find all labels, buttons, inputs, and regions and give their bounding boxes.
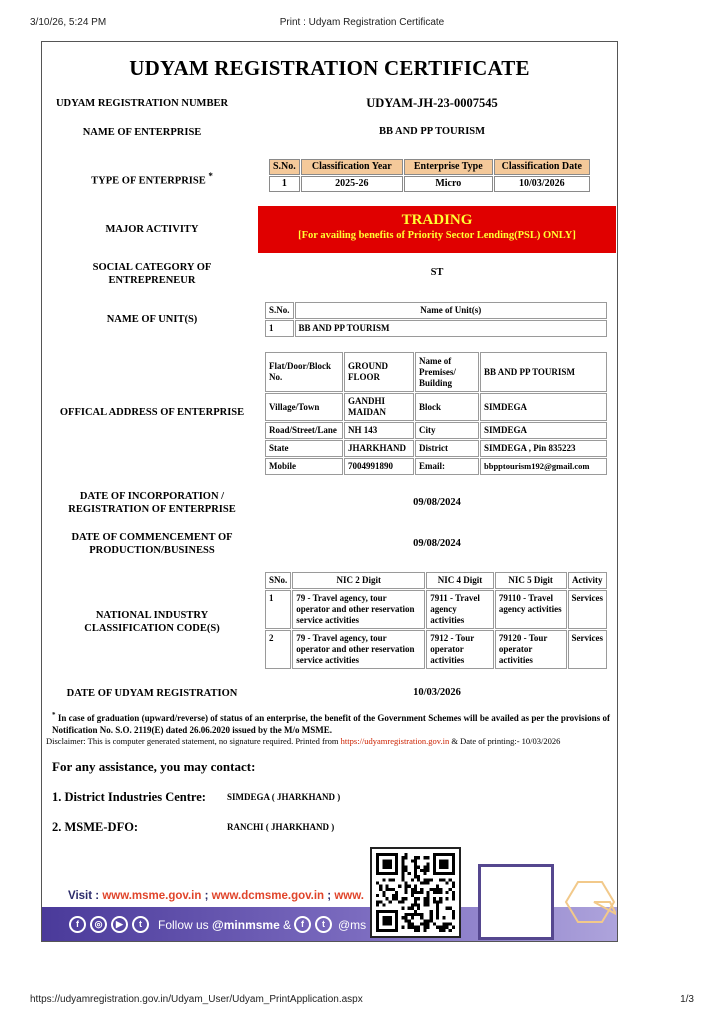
nic-header: SNo. (265, 572, 291, 589)
classification-header: Classification Date (494, 159, 590, 175)
dfo-label: 2. MSME-DFO: (52, 820, 139, 834)
nic-cell: 1 (265, 590, 291, 629)
visit-prefix: Visit : (68, 890, 103, 902)
address-row (265, 440, 607, 457)
follow-amp: & (279, 918, 292, 932)
type-asterisk: * (208, 171, 213, 181)
classification-header: Enterprise Type (404, 159, 493, 175)
print-footer (30, 994, 694, 1008)
third-link[interactable]: www. (334, 890, 364, 902)
facebook-icon[interactable]: f (294, 916, 311, 933)
classification-header: S.No. (269, 159, 300, 175)
nic-header: NIC 4 Digit (426, 572, 494, 589)
units-cell: 1 (265, 320, 294, 337)
nic-cell: Services (568, 630, 608, 669)
nic-header: NIC 5 Digit (495, 572, 567, 589)
type-of-enterprise-label-text: TYPE OF ENTERPRISE (91, 175, 206, 187)
major-activity-value: TRADING (401, 212, 473, 228)
photo-box (478, 864, 554, 940)
dic-label: 1. District Industries Centre: (52, 790, 206, 804)
social-category-label-line1: SOCIAL CATEGORY OF (92, 262, 212, 273)
handle2: @ms (338, 918, 367, 932)
classification-header-row (269, 159, 590, 175)
address-row (265, 422, 607, 439)
handle: @minmsme (212, 918, 280, 932)
note-asterisk: * (52, 711, 56, 719)
nic-cell: 79 - Travel agency, tour operator and other reservation service activities (292, 630, 425, 669)
units-header: S.No. (265, 302, 294, 319)
nic-header: NIC 2 Digit (292, 572, 425, 589)
nic-header: Activity (568, 572, 608, 589)
graduation-note (52, 709, 610, 736)
classification-table (268, 158, 591, 193)
address-cell-value: SIMDEGA (480, 422, 607, 439)
address-cell-value: NH 143 (344, 422, 414, 439)
dcmsme-link[interactable]: www.dcmsme.gov.in (211, 890, 325, 902)
address-cell-label: City (415, 422, 479, 439)
commencement-value: 09/08/2024 (413, 538, 461, 549)
print-url: https://udyamregistration.gov.in/Udyam_User/Udyam_PrintApplication.aspx (30, 994, 363, 1005)
print-timestamp: 3/10/26, 5:24 PM (30, 17, 107, 28)
nic-label-line1: NATIONAL INDUSTRY (95, 610, 209, 621)
print-header (30, 17, 694, 31)
dic-value: SIMDEGA ( JHARKHAND ) (227, 792, 341, 802)
dfo-value: RANCHI ( JHARKHAND ) (227, 822, 335, 832)
address-table (264, 351, 608, 476)
commencement-label-line2: PRODUCTION/BUSINESS (89, 545, 215, 556)
address-cell-value: GANDHI MAIDAN (344, 393, 414, 421)
address-cell-label: Block (415, 393, 479, 421)
major-activity-note: [For availing benefits of Priority Sector Lending(PSL) ONLY] (298, 230, 576, 241)
address-cell-value: 7004991890 (344, 458, 414, 475)
social-category-label-line2: ENTREPRENEUR (108, 275, 196, 286)
address-cell-value: SIMDEGA , Pin 835223 (480, 440, 607, 457)
instagram-icon[interactable]: ◎ (90, 916, 107, 933)
enterprise-name-value: BB AND PP TOURISM (378, 126, 486, 137)
nic-cell: Services (568, 590, 608, 629)
nic-cell: 7911 - Travel agency activities (426, 590, 494, 629)
classification-cell: Micro (404, 176, 493, 192)
address-label: OFFICAL ADDRESS OF ENTERPRISE (59, 407, 245, 418)
nic-cell: 2 (265, 630, 291, 669)
units-header: Name of Unit(s) (295, 302, 607, 319)
nic-row (265, 630, 607, 669)
address-cell-value: bbpptourism192@gmail.com (480, 458, 607, 475)
address-cell-label: Road/Street/Lane (265, 422, 343, 439)
address-cell-label: Flat/Door/Block No. (265, 352, 343, 392)
nic-header-row (265, 572, 607, 589)
follow-us (158, 918, 291, 932)
nic-cell: 7912 - Tour operator activities (426, 630, 494, 669)
incorporation-label-line1: DATE OF INCORPORATION / (79, 491, 225, 502)
visit-separator: ; (201, 890, 212, 902)
address-row (265, 458, 607, 475)
commencement-label (52, 531, 252, 557)
address-cell-value: BB AND PP TOURISM (480, 352, 607, 392)
incorporation-value: 09/08/2024 (413, 497, 461, 508)
classification-row (269, 176, 590, 192)
classification-cell: 10/03/2026 (494, 176, 590, 192)
reg-number-value: UDYAM-JH-23-0007545 (366, 96, 498, 110)
major-activity-label: MAJOR ACTIVITY (105, 224, 199, 235)
nic-row (265, 590, 607, 629)
type-of-enterprise-label (52, 170, 252, 188)
address-cell-value: SIMDEGA (480, 393, 607, 421)
units-header-row (265, 302, 607, 319)
units-row (265, 320, 607, 337)
units-table (264, 301, 608, 338)
youtube-icon[interactable]: ▶ (111, 916, 128, 933)
incorporation-label-line2: REGISTRATION OF ENTERPRISE (68, 504, 236, 515)
address-cell-label: Village/Town (265, 393, 343, 421)
disclaimer-link[interactable]: https://udyamregistration.gov.in (340, 736, 450, 746)
disclaimer-text: Disclaimer: This is computer generated statement, no signature required. Printed from (46, 736, 341, 746)
classification-cell: 1 (269, 176, 300, 192)
note-text: In case of graduation (upward/reverse) of status of an enterprise, the benefit of the Government Schemes will be availed as per the provisions of Notification No. S.O. 2119(E) dated 26.06.2020 issued by the M/o MSME. (52, 713, 610, 735)
address-cell-label: Email: (415, 458, 479, 475)
qr-code (370, 847, 461, 938)
disclaimer (46, 736, 616, 747)
incorporation-label (52, 490, 252, 516)
major-activity-box (258, 206, 616, 253)
print-page-title: Print : Udyam Registration Certificate (279, 17, 445, 28)
msme-link[interactable]: www.msme.gov.in (102, 890, 202, 902)
classification-cell: 2025-26 (301, 176, 403, 192)
classification-header: Classification Year (301, 159, 403, 175)
units-cell: BB AND PP TOURISM (295, 320, 607, 337)
udyam-date-label: DATE OF UDYAM REGISTRATION (66, 688, 238, 699)
certificate-title: UDYAM REGISTRATION CERTIFICATE (129, 56, 530, 80)
address-cell-value: GROUND FLOOR (344, 352, 414, 392)
nic-cell: 79110 - Travel agency activities (495, 590, 567, 629)
reg-number-label: UDYAM REGISTRATION NUMBER (55, 98, 229, 109)
address-cell-label: State (265, 440, 343, 457)
commencement-label-line1: DATE OF COMMENCEMENT OF (71, 532, 233, 543)
nic-cell: 79 - Travel agency, tour operator and other reservation service activities (292, 590, 425, 629)
address-cell-label: District (415, 440, 479, 457)
nic-table (264, 571, 608, 670)
nic-label (52, 609, 252, 635)
address-cell-value: JHARKHAND (344, 440, 414, 457)
facebook-icon[interactable]: f (69, 916, 86, 933)
address-cell-label: Name of Premises/ Building (415, 352, 479, 392)
udyam-date-value: 10/03/2026 (413, 687, 461, 698)
visit-separator: ; (324, 890, 335, 902)
disclaimer-date: & Date of printing:- 10/03/2026 (449, 736, 561, 746)
visit-links (68, 890, 364, 902)
address-row (265, 352, 607, 392)
assistance-heading: For any assistance, you may contact: (52, 759, 256, 774)
address-cell-label: Mobile (265, 458, 343, 475)
certificate (41, 41, 618, 942)
nic-cell: 79120 - Tour operator activities (495, 630, 567, 669)
enterprise-name-label: NAME OF ENTERPRISE (82, 127, 202, 138)
social-category-value: ST (430, 267, 444, 278)
address-row (265, 393, 607, 421)
twitter-icon[interactable]: t (132, 916, 149, 933)
social-category-label (52, 261, 252, 287)
nic-label-line2: CLASSIFICATION CODE(S) (84, 623, 220, 634)
twitter-icon[interactable]: t (315, 916, 332, 933)
qr-code-image (376, 853, 455, 932)
print-page-number: 1/3 (680, 994, 694, 1005)
units-label: NAME OF UNIT(S) (106, 314, 198, 325)
follow-prefix: Follow us (158, 918, 213, 932)
hexagon-decoration (564, 880, 616, 934)
